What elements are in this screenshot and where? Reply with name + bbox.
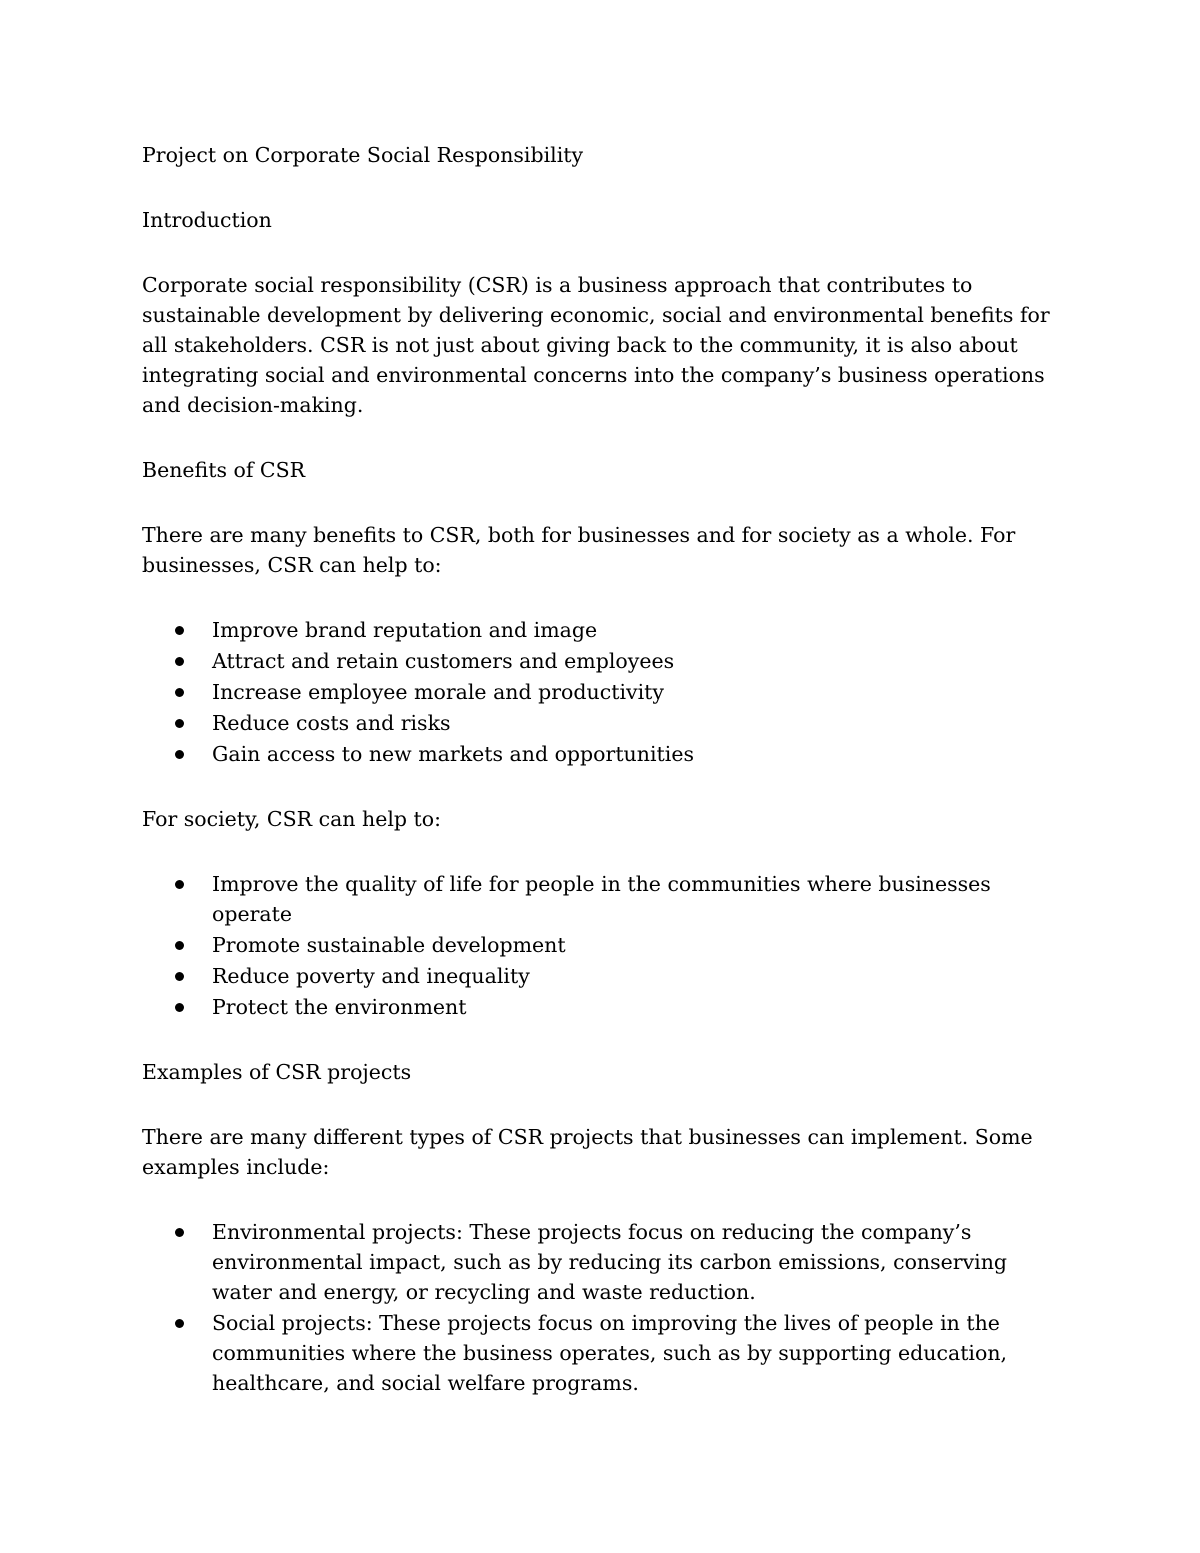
- bullet-icon: [175, 1319, 184, 1328]
- document-body: [142, 140, 1062, 1433]
- list-item: [142, 1308, 1062, 1398]
- list-item: [142, 992, 1062, 1022]
- list-item-text: Reduce poverty and inequality: [212, 964, 530, 988]
- list-item-text: Social projects: These projects focus on improving the lives of people in the communities where the business operates, such as by supporting education, healthcare, and social welfare programs.: [212, 1311, 1008, 1395]
- list-item-text: Attract and retain customers and employees: [212, 649, 675, 673]
- benefits-heading: Benefits of CSR: [142, 458, 306, 482]
- list-item: [142, 615, 1062, 645]
- business-benefits-list: [142, 615, 1062, 769]
- list-item-text: Promote sustainable development: [212, 933, 566, 957]
- society-benefits-list: [142, 869, 1062, 1022]
- list-item-text: Environmental projects: These projects focus on reducing the company’s environmental impact, such as by reducing its carbon emissions, conserving water and energy, or recycling and waste reduction.: [212, 1220, 1008, 1304]
- list-item-text: Reduce costs and risks: [212, 711, 451, 735]
- examples-intro: There are many different types of CSR projects that businesses can implement. Some examples include:: [142, 1125, 1033, 1179]
- benefits-intro: There are many benefits to CSR, both for businesses and for society as a whole. For businesses, CSR can help to:: [142, 523, 1016, 577]
- list-item-text: Increase employee morale and productivity: [212, 680, 664, 704]
- list-item-text: Gain access to new markets and opportunities: [212, 742, 694, 766]
- bullet-icon: [175, 719, 184, 728]
- list-item: [142, 961, 1062, 991]
- introduction-paragraph: Corporate social responsibility (CSR) is a business approach that contributes to sustainable development by delivering economic, social and environmental benefits for all stakeholders. CSR is not just about giving back to the community, it is also about integrating social and environmental concerns into the company’s business operations and decision-making.: [142, 273, 1050, 417]
- list-item: [142, 1217, 1062, 1307]
- list-item: [142, 739, 1062, 769]
- list-item-text: Protect the environment: [212, 995, 467, 1019]
- bullet-icon: [175, 1003, 184, 1012]
- bullet-icon: [175, 750, 184, 759]
- bullet-icon: [175, 1228, 184, 1237]
- bullet-icon: [175, 941, 184, 950]
- bullet-icon: [175, 880, 184, 889]
- list-item: [142, 869, 1062, 929]
- list-item: [142, 646, 1062, 676]
- introduction-heading: Introduction: [142, 208, 272, 232]
- list-item-text: Improve brand reputation and image: [212, 618, 598, 642]
- list-item: [142, 677, 1062, 707]
- list-item-text: Improve the quality of life for people in the communities where businesses operate: [212, 872, 991, 926]
- bullet-icon: [175, 626, 184, 635]
- list-item: [142, 708, 1062, 738]
- examples-heading: Examples of CSR projects: [142, 1060, 412, 1084]
- examples-list: [142, 1217, 1062, 1398]
- document-title: Project on Corporate Social Responsibility: [142, 143, 584, 167]
- bullet-icon: [175, 972, 184, 981]
- list-item: [142, 930, 1062, 960]
- bullet-icon: [175, 688, 184, 697]
- society-intro: For society, CSR can help to:: [142, 807, 442, 831]
- bullet-icon: [175, 657, 184, 666]
